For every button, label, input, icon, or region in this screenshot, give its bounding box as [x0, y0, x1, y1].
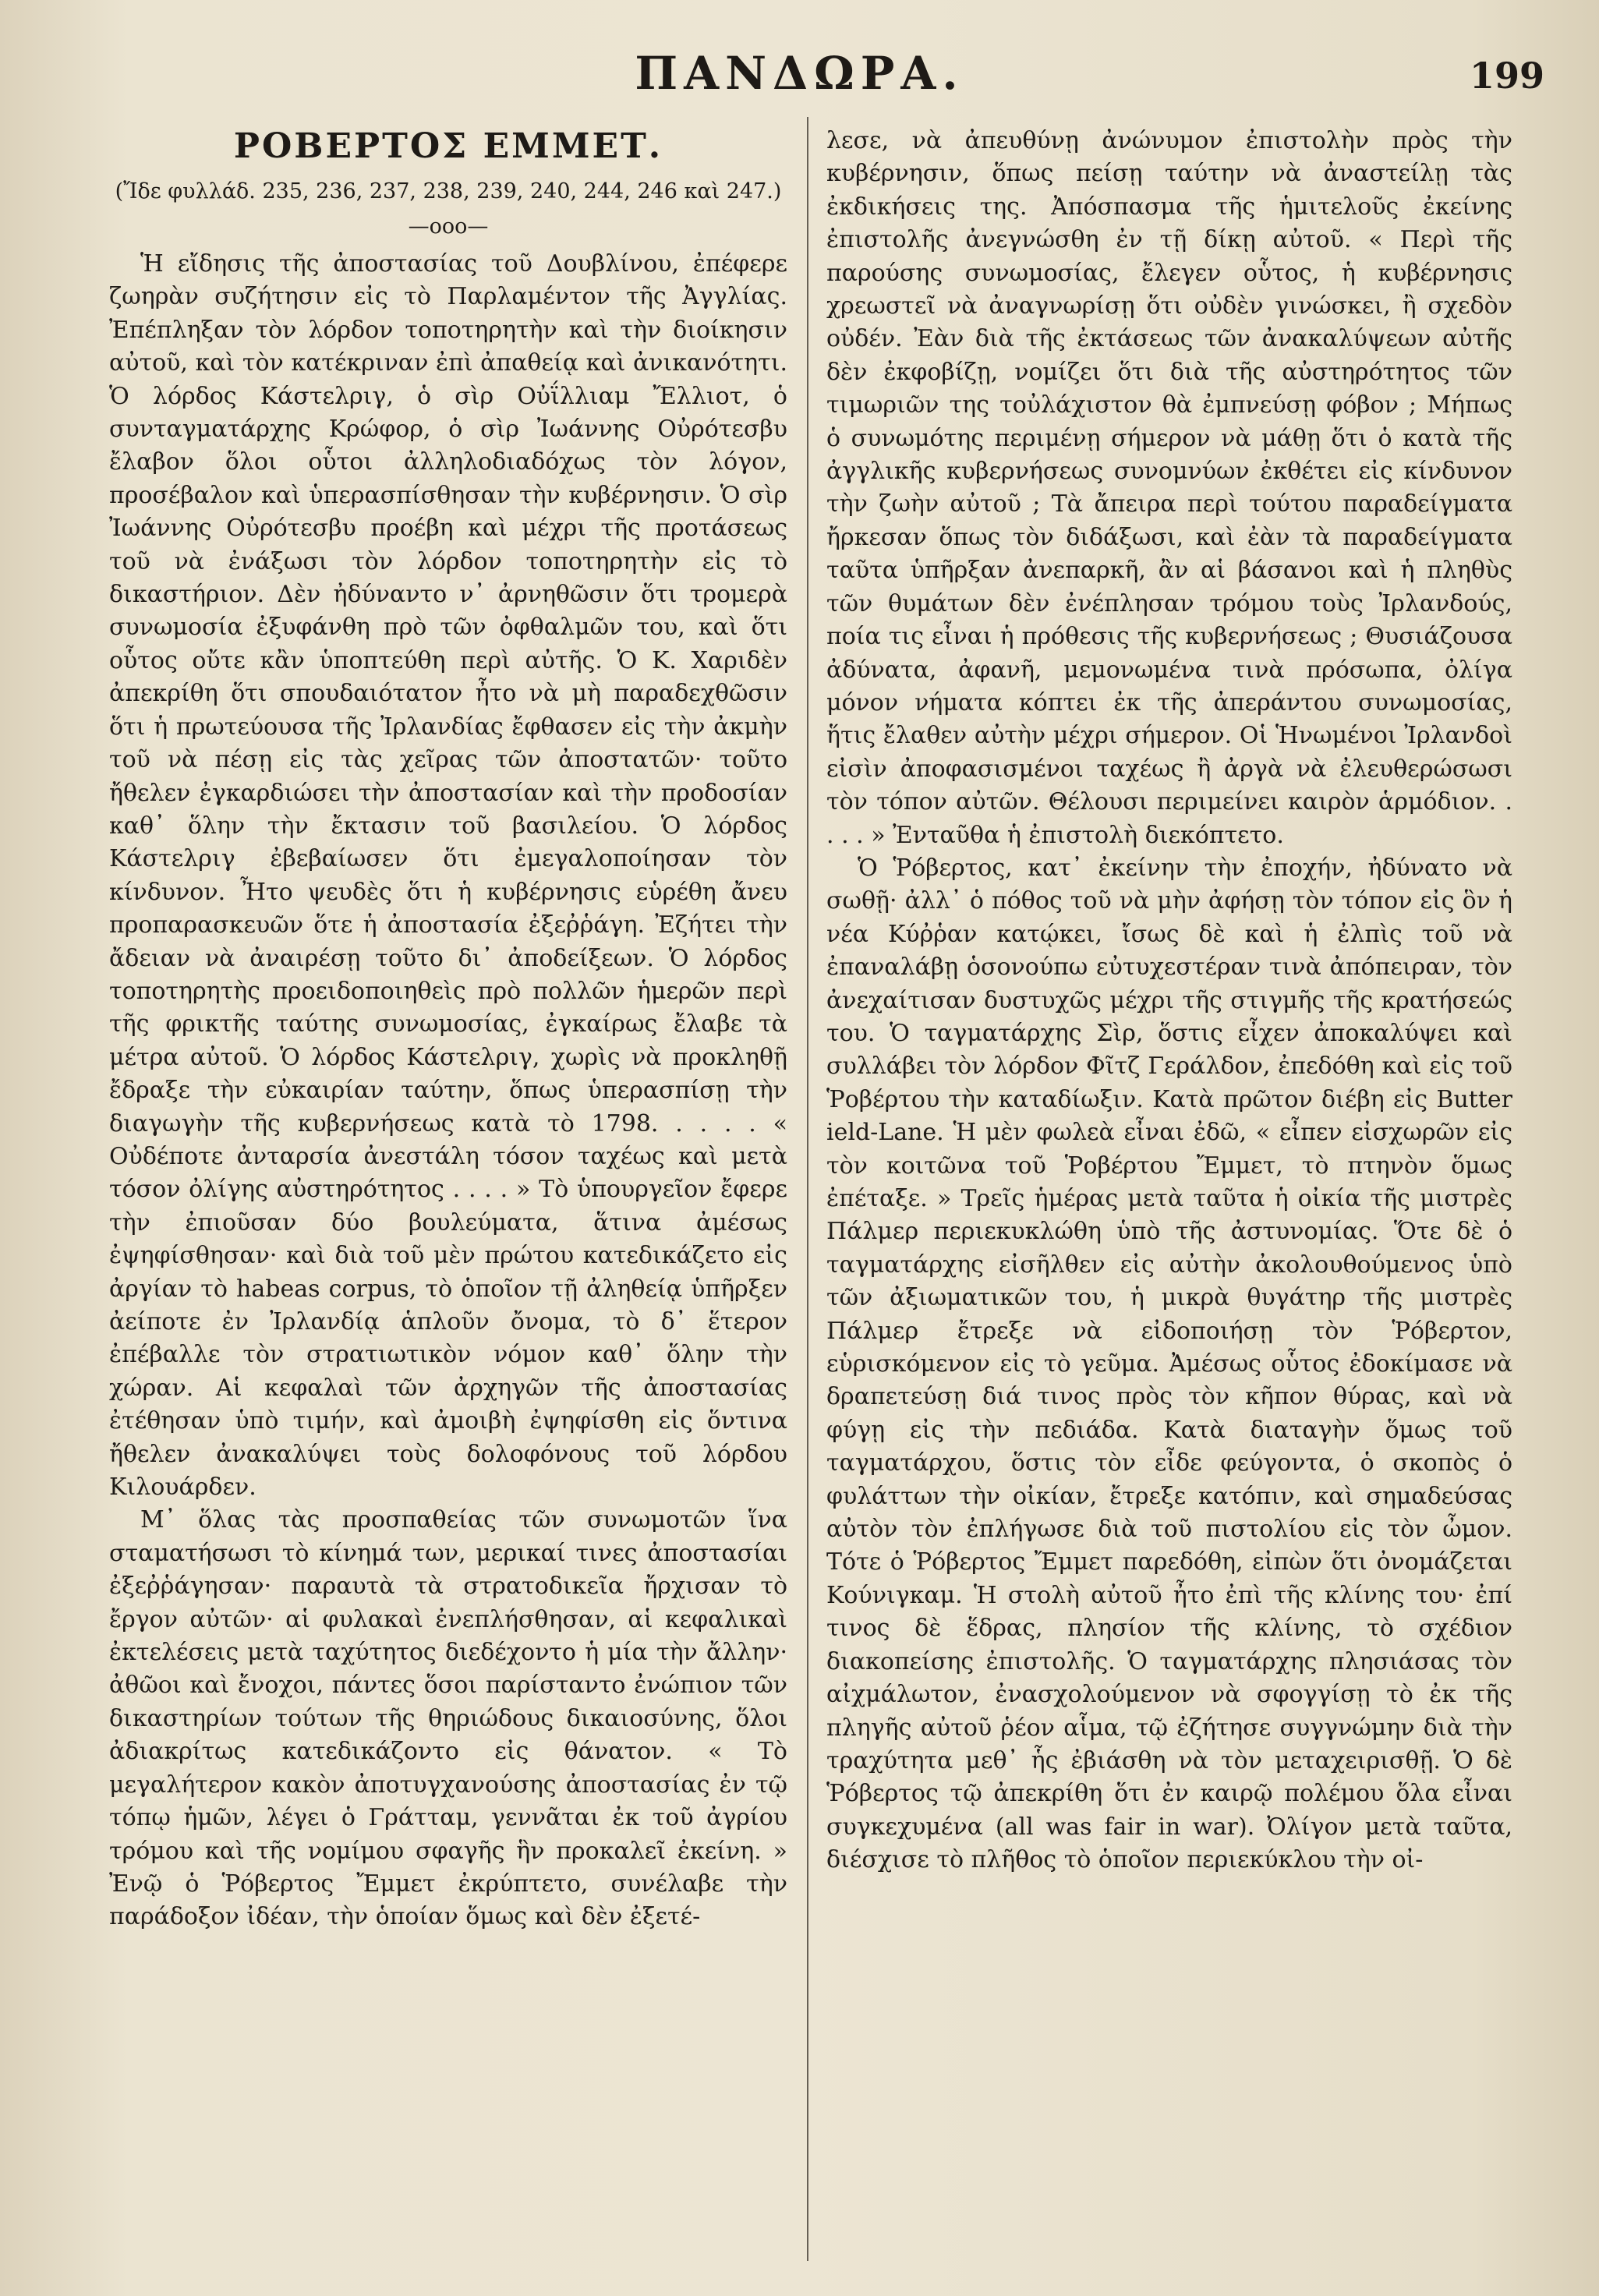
separator: —ooo— — [408, 214, 489, 239]
paragraph-continued: λεσε, νὰ ἀπευθύνῃ ἀνώνυμον ἐπιστολὴν πρὸς τὴν κυβέρνησιν, ὅπως πείσῃ ταύτην νὰ ἀναστείλῃ τὰς ἐκδικήσεις της. Ἀπόσπασμα τῆς ἡμιτελοῦς ἐκείνης ἐπιστολῆς ἀνεγνώσθη ἐν τῇ δίκῃ αὐτοῦ. « Περὶ τῆς παρούσης συνωμοσίας, ἔλεγεν οὗτος, ἡ κυβέρνησις χρεωστεῖ νὰ ἀναγνωρίσῃ ὅτι οὐδὲν γινώσκει, ἢ σχεδὸν οὐδέν. Ἐὰν διὰ τῆς ἐκτάσεως τῶν ἀνακαλύψεων αὐτῆς δὲν ἐκφοβίζῃ, νομίζει ὅτι διὰ τῆς αὐστηρότητος τῶν τιμωριῶν της τοὐλάχιστον θὰ ἐμπνεύσῃ φόβον ; Μήπως ὁ συνωμότης περιμένῃ σήμερον νὰ μάθῃ ὅτι ὁ κατὰ τῆς ἀγγλικῆς κυβερνήσεως συνομνύων ἐκθέτει εἰς κίνδυνον τὴν ζωὴν αὐτοῦ ; Τὰ ἄπειρα περὶ τούτου παραδείγματα ἤρκεσαν ὅπως τὸν διδάξωσι, καὶ ἐὰν τὰ παραδείγματα ταῦτα ὑπῆρξαν ἀνεπαρκῆ, ἂν αἱ βάσανοι καὶ ἡ πληθὺς τῶν θυμάτων δὲν ἐνέπλησαν τρόμου τοὺς Ἰρλανδούς, ποία τις εἶναι ἡ πρόθεσις τῆς κυβερνήσεως ; Θυσιάζουσα ἀδύνατα, ἀφανῆ, μεμονωμένα τινὰ πρόσωπα, ὀλίγα μόνον νήματα κόπτει ἐκ τῆς ἀπεράντου συνωμοσίας, ἥτις ἔλαθεν αὐτὴν μέχρι σήμερον. Οἱ Ἡνωμένοι Ἰρλανδοὶ εἰσὶν ἀποφασισμένοι ταχέως ἢ ἀργὰ νὰ ἐλευθερώσωσι τὸν τόπον αὐτῶν. Θέλουσι περιμείνει καιρὸν ἁρμόδιον. . . . . » Ἐνταῦθα ἡ ἐπιστολὴ διεκόπτετο. — [826, 127, 1512, 849]
paragraph: Ἡ εἴδησις τῆς ἀποστασίας τοῦ Δουβλίνου, ἐπέφερε ζωηρὰν συζήτησιν εἰς τὸ Παρλαμέντον τῆς Ἀγγλίας. Ἐπέπληξαν τὸν λόρδον τοποτηρητὴν καὶ τὴν διοίκησιν αὐτοῦ, καὶ τὸν κατέκριναν ἐπὶ ἀπαθείᾳ καὶ ἀνικανότητι. Ὁ λόρδος Κάστελριγ, ὁ σὶρ Οὐΐλλιαμ Ἔλλιοτ, ὁ συνταγματάρχης Κρώφορ, ὁ σὶρ Ἰωάννης Οὐρότεσβυ ἔλαβον ὅλοι οὗτοι ἀλληλοδιαδόχως τὸν λόγον, προσέβαλον καὶ ὑπερασπίσθησαν τὴν κυβέρνησιν. Ὁ σὶρ Ἰωάννης Οὐρότεσβυ προέβη καὶ μέχρι τῆς προτάσεως τοῦ νὰ ἐνάξωσι τὸν λόρδον τοποτηρητὴν εἰς τὸ δικαστήριον. Δὲν ἠδύναντο ν᾽ ἀρνηθῶσιν ὅτι τρομερὰ συνωμοσία ἐξυφάνθη πρὸ τῶν ὀφθαλμῶν του, καὶ ὅτι οὗτος οὔτε κἂν ὑποπτεύθη περὶ αὐτῆς. Ὁ Κ. Χαριδὲν ἀπεκρίθη ὅτι σπουδαιότατον ἦτο νὰ μὴ παραδεχθῶσιν ὅτι ἡ πρωτεύουσα τῆς Ἰρλανδίας ἔφθασεν εἰς τὴν ἀκμὴν τοῦ νὰ πέσῃ εἰς τὰς χεῖρας τῶν ἀποστατῶν· τοῦτο ἤθελεν ἐγκαρδιώσει τὴν ἀποστασίαν καὶ τὴν προδοσίαν καθ᾽ ὅλην τὴν ἔκτασιν τοῦ βασιλείου. Ὁ λόρδος Κάστελριγ ἐβεβαίωσεν ὅτι ἐμεγαλοποίησαν τὸν κίνδυνον. Ἦτο ψευδὲς ὅτι ἡ κυβέρνησις εὑρέθη ἄνευ προπαρασκευῶν ὅτε ἡ ἀποστασία ἐξεῤῥάγη. Ἐζήτει τὴν ἄδειαν νὰ ἀναιρέσῃ τοῦτο δι᾽ ἀποδείξεων. Ὁ λόρδος τοποτηρητὴς προειδοποιηθεὶς πρὸ πολλῶν ἡμερῶν περὶ τῆς φρικτῆς ταύτης συνωμοσίας, ἐγκαίρως ἔλαβε τὰ μέτρα αὐτοῦ. Ὁ λόρδος Κάστελριγ, χωρὶς νὰ προκληθῇ ἔδραξε τὴν εὐκαιρίαν ταύτην, ὅπως ὑπερασπίσῃ τὴν διαγωγὴν τῆς κυβερνήσεως κατὰ τὸ 1798. . . . . « Οὐδέποτε ἀνταρσία ἀνεστάλη τόσον ταχέως καὶ μετὰ τόσον ὀλίγης αὐστηρότητος . . . . » Τὸ ὑπουργεῖον ἔφερε τὴν ἐπιοῦσαν δύο βουλεύματα, ἅτινα ἀμέσως ἐψηφίσθησαν· καὶ διὰ τοῦ μὲν πρώτου κατεδικάζετο εἰς ἀργίαν τὸ habeas corpus, τὸ ὁποῖον τῇ ἀληθείᾳ ὑπῆρξεν ἀείποτε ἐν Ἰρλανδίᾳ ἁπλοῦν ὄνομα, τὸ δ᾽ ἕτερον ἐπέβαλλε τὸν στρατιωτικὸν νόμον καθ᾽ ὅλην τὴν χώραν. Αἱ κεφαλαὶ τῶν ἀρχηγῶν τῆς ἀποστασίας ἐτέθησαν ὑπὸ τιμήν, καὶ ἀμοιβὴ ἐψηφίσθη εἰς ὅντινα ἤθελεν ἀνακαλύψει τοὺς δολοφόνους τοῦ λόρδου Κιλουάρδεν. — [109, 250, 787, 1502]
column-divider — [807, 117, 808, 2261]
right-column — [826, 125, 1512, 2261]
reference-note: (Ἴδε φυλλάδ. 235, 236, 237, 238, 239, 240, 244, 246 καὶ 247.) — [115, 179, 782, 203]
page-number: 199 — [1469, 55, 1544, 97]
left-column — [109, 125, 787, 2261]
article-title: ΡΟΒΕΡΤΟΣ ΕΜΜΕΤ. — [233, 126, 663, 166]
paragraph: Ὁ Ῥόβερτος, κατ᾽ ἐκείνην τὴν ἐποχήν, ἠδύνατο νὰ σωθῇ· ἀλλ᾽ ὁ πόθος τοῦ νὰ μὴν ἀφήσῃ τὸν τόπον εἰς ὃν ἡ νέα Κύῤῥαν κατῴκει, ἴσως δὲ καὶ ἡ ἐλπὶς τοῦ νὰ ἐπαναλάβῃ ὁσονούπω εὐτυχεστέραν τινὰ ἀπόπειραν, τὸν ἀνεχαίτισαν δυστυχῶς μέχρι τῆς στιγμῆς τῆς κρατήσεώς του. Ὁ ταγματάρχης Σὶρ, ὅστις εἶχεν ἀποκαλύψει καὶ συλλάβει τὸν λόρδον Φῖτζ Γεράλδον, ἐπεδόθη καὶ εἰς τοῦ Ῥοβέρτου τὴν καταδίωξιν. Κατὰ πρῶτον διέβη εἰς Butter ield-Lane. Ἡ μὲν φωλεὰ εἶναι ἐδῶ, « εἶπεν εἰσχωρῶν εἰς τὸν κοιτῶνα τοῦ Ῥοβέρτου Ἔμμετ, τὸ πτηνὸν ὅμως ἐπέταξε. » Τρεῖς ἡμέρας μετὰ ταῦτα ἡ οἰκία τῆς μιστρὲς Πάλμερ περιεκυκλώθη ὑπὸ τῆς ἀστυνομίας. Ὅτε δὲ ὁ ταγματάρχης εἰσῆλθεν εἰς αὐτὴν ἀκολουθούμενος ὑπὸ τῶν ἀξιωματικῶν του, ἡ μικρὰ θυγάτηρ τῆς μιστρὲς Πάλμερ ἔτρεξε νὰ εἰδοποιήσῃ τὸν Ῥόβερτον, εὑρισκόμενον εἰς τὸ γεῦμα. Ἀμέσως οὗτος ἐδοκίμασε νὰ δραπετεύσῃ διά τινος πρὸς τὸν κῆπον θύρας, καὶ νὰ φύγῃ εἰς τὴν πεδιάδα. Κατὰ διαταγὴν ὅμως τοῦ ταγματάρχου, ὅστις τὸν εἶδε φεύγοντα, ὁ σκοπὸς ὁ φυλάττων τὴν οἰκίαν, ἔτρεξε κατόπιν, καὶ σημαδεύσας αὐτὸν τὸν ἐπλήγωσε διὰ τοῦ πιστολίου εἰς τὸν ὦμον. Τότε ὁ Ῥόβερτος Ἔμμετ παρεδόθη, εἰπὼν ὅτι ὀνομάζεται Κούνιγκαμ. Ἡ στολὴ αὐτοῦ ἦτο ἐπὶ τῆς κλίνης του· ἐπί τινος δὲ ἕδρας, πλησίον τῆς κλίνης, τὸ σχέδιον διακοπείσης ἐπιστολῆς. Ὁ ταγματάρχης πλησιάσας τὸν αἰχμάλωτον, ἐνασχολούμενον νὰ σφογγίσῃ τὸ ἐκ τῆς πληγῆς αὐτοῦ ῥέον αἷμα, τῷ ἐζήτησε συγγνώμην διὰ τὴν τραχύτητα μεθ᾽ ἧς ἐβιάσθη νὰ τὸν μεταχειρισθῇ. Ὁ δὲ Ῥόβερτος τῷ ἀπεκρίθη ὅτι ἐν καιρῷ πολέμου ὅλα εἶναι συγκεχυμένα (all was fair in war). Ὀλίγον μετὰ ταῦτα, διέσχισε τὸ πλῆθος τὸ ὁποῖον περιεκύκλου τὴν οἰ- — [826, 854, 1512, 1874]
running-title: ΠΑΝΔΩΡΑ. — [635, 47, 964, 100]
paragraph: Μ᾽ ὅλας τὰς προσπαθείας τῶν συνωμοτῶν ἵνα σταματήσωσι τὸ κίνημά των, μερικαί τινες ἀποστασίαι ἐξεῤῥάγησαν· παραυτὰ τὰ στρατοδικεῖα ἤρχισαν τὸ ἔργον αὐτῶν· αἱ φυλακαὶ ἐνεπλήσθησαν, αἱ κεφαλικαὶ ἐκτελέσεις μετὰ ταχύτητος διεδέχοντο ἡ μία τὴν ἄλλην· ἀθῶοι καὶ ἔνοχοι, πάντες ὅσοι παρίσταντο ἐνώπιον τῶν δικαστηρίων τούτων τῆς θηριώδους δικαιοσύνης, ὅλοι ἀδιακρίτως κατεδικάζοντο εἰς θάνατον. « Τὸ μεγαλήτερον κακὸν ἀποτυγχανούσης ἀποστασίας ἐν τῷ τόπῳ ἡμῶν, λέγει ὁ Γράτταμ, γεννᾶται ἐκ τοῦ ἀγρίου τρόμου καὶ τῆς νομίμου σφαγῆς ἣν προκαλεῖ ἐκείνη. » Ἐνῷ ὁ Ῥόβερτος Ἔμμετ ἐκρύπτετο, συνέλαβε τὴν παράδοξον ἰδέαν, τὴν ὁποίαν ὅμως καὶ δὲν ἐξετέ- — [109, 1506, 787, 1931]
